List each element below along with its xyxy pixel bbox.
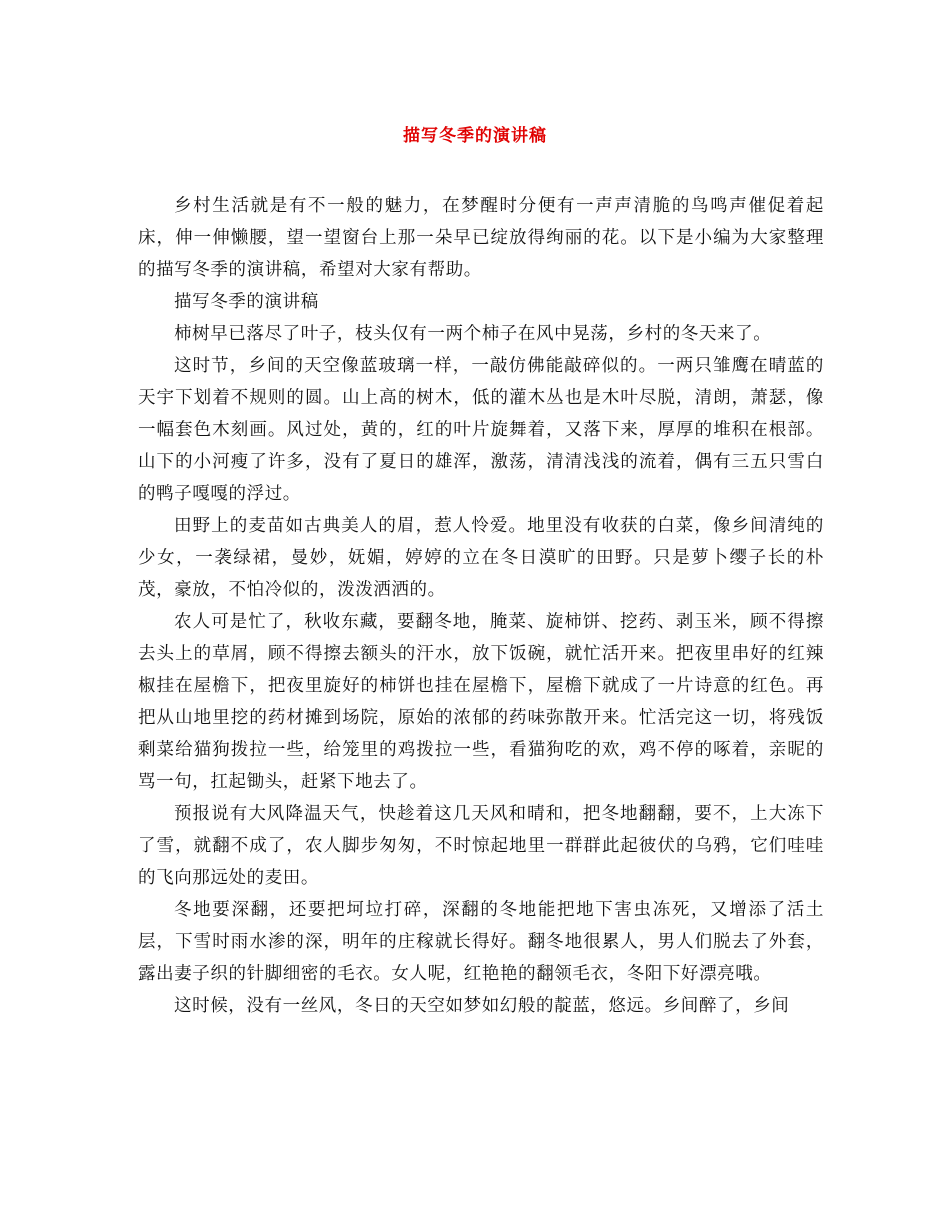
paragraph: 预报说有大风降温天气，快趁着这几天风和晴和，把冬地翻翻，要不，上大冻下了雪，就翻不成了，农人脚步匆匆，不时惊起地里一群群此起彼伏的乌鸦，它们哇哇的飞向那远处的麦田。 [138,804,824,888]
paragraph-subtitle: 描写冬季的演讲稿 [174,292,319,312]
paragraph: 冬地要深翻，还要把坷垃打碎，深翻的冬地能把地下害虫冻死，又增添了活土层，下雪时雨水渗的深，明年的庄稼就长得好。翻冬地很累人，男人们脱去了外套，露出妻子织的针脚细密的毛衣。女人呢，红艳艳的翻领毛衣，冬阳下好漂亮哦。 [138,900,824,984]
paragraph: 这时节，乡间的天空像蓝玻璃一样，一敲仿佛能敲碎似的。一两只雏鹰在晴蓝的天宇下划着不规则的圆。山上高的树木，低的灌木丛也是木叶尽脱，清朗，萧瑟，像一幅套色木刻画。风过处，黄的，红的叶片旋舞着，又落下来，厚厚的堆积在根部。山下的小河瘦了许多，没有了夏日的雄浑，激荡，清清浅浅的流着，偶有三五只雪白的鸭子嘎嘎的浮过。 [138,356,824,504]
paragraph: 田野上的麦苗如古典美人的眉，惹人怜爱。地里没有收获的白菜，像乡间清纯的少女，一袭绿裙，曼妙，妩媚，婷婷的立在冬日漠旷的田野。只是萝卜缨子长的朴茂，豪放，不怕冷似的，泼泼洒洒的。 [138,516,824,600]
paragraph: 农人可是忙了，秋收东藏，要翻冬地，腌菜、旋柿饼、挖药、剥玉米，顾不得擦去头上的草屑，顾不得擦去额头的汗水，放下饭碗，就忙活开来。把夜里串好的红辣椒挂在屋檐下，把夜里旋好的柿饼也挂在屋檐下，屋檐下就成了一片诗意的红色。再把从山地里挖的药材摊到场院，原始的浓郁的药味弥散开来。忙活完这一切，将残饭剩菜给猫狗拨拉一些，给笼里的鸡拨拉一些，看猫狗吃的欢，鸡不停的啄着，亲昵的骂一句，扛起锄头，赶紧下地去了。 [138,612,824,792]
document-body [138,190,824,1022]
paragraph: 柿树早已落尽了叶子，枝头仅有一两个柿子在风中晃荡，乡村的冬天来了。 [174,324,772,344]
document-title: 描写冬季的演讲稿 [403,126,547,146]
paragraph-intro: 乡村生活就是有不一般的魅力，在梦醒时分便有一声声清脆的鸟鸣声催促着起床，伸一伸懒腰，望一望窗台上那一朵早已绽放得绚丽的花。以下是小编为大家整理的描写冬季的演讲稿，希望对大家有帮助。 [138,196,824,280]
paragraph-last: 这时候，没有一丝风，冬日的天空如梦如幻般的靛蓝，悠远。乡间醉了，乡间 [174,996,790,1016]
